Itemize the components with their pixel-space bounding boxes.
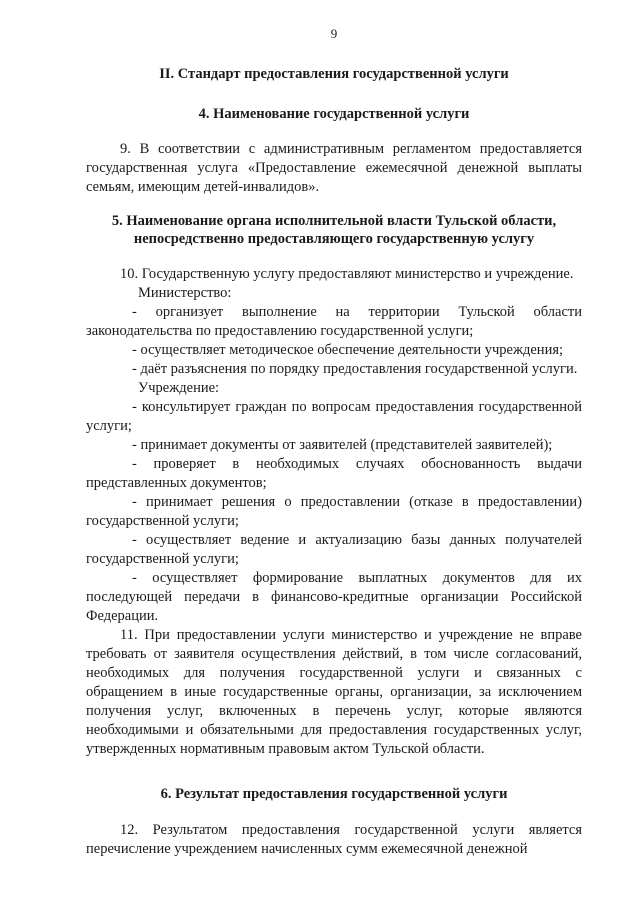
ministry-item-2: - осуществляет методическое обеспечение деятельности учреждения; bbox=[132, 342, 564, 358]
page-number: 9 bbox=[330, 26, 338, 41]
ministry-item-1: - организует выполнение на территории Тульской области законодательства по предоставлению государственной услуги; bbox=[86, 304, 582, 339]
ministry-label: Министерство: bbox=[138, 285, 232, 301]
section-heading-ii: II. Стандарт предоставления государственной услуги bbox=[159, 66, 509, 82]
section-heading-5-line-2: непосредственно предоставляющего государственную услугу bbox=[133, 231, 535, 247]
institution-item-6: - осуществляет формирование выплатных документов для их последующей передачи в финансово-кредитные организации Российской Федерации. bbox=[86, 570, 582, 624]
paragraph-9: 9. В соответствии с административным регламентом предоставляется государственная услуга «Предоставление ежемесячной денежной выплаты семьям, имеющим детей-инвалидов». bbox=[86, 141, 582, 195]
institution-item-5: - осуществляет ведение и актуализацию базы данных получателей государственной услуги; bbox=[86, 532, 582, 567]
section-heading-4: 4. Наименование государственной услуги bbox=[198, 106, 470, 122]
institution-item-1: - консультирует граждан по вопросам предоставления государственной услуги; bbox=[86, 399, 582, 434]
section-heading-5-line-1: 5. Наименование органа исполнительной власти Тульской области, bbox=[111, 213, 557, 229]
ministry-item-3: - даёт разъяснения по порядку предоставления государственной услуги. bbox=[132, 361, 578, 377]
institution-label: Учреждение: bbox=[138, 380, 220, 396]
institution-item-3: - проверяет в необходимых случаях обоснованность выдачи представленных документов; bbox=[86, 456, 582, 491]
paragraph-10: 10. Государственную услугу предоставляют министерство и учреждение. bbox=[120, 266, 574, 282]
section-heading-5 bbox=[86, 212, 582, 248]
paragraph-12: 12. Результатом предоставления государственной услуги является перечисление учреждением начисленных сумм ежемесячной денежной bbox=[86, 822, 582, 857]
section-heading-6: 6. Результат предоставления государственной услуги bbox=[160, 786, 508, 802]
institution-item-4: - принимает решения о предоставлении (отказе в предоставлении) государственной услуги; bbox=[86, 494, 582, 529]
institution-item-2: - принимает документы от заявителей (представителей заявителей); bbox=[132, 437, 553, 453]
paragraph-11: 11. При предоставлении услуги министерство и учреждение не вправе требовать от заявителя осуществления действий, в том числе согласований, необходимых для получения государственной услуги и связанных с обращением в иные государственные органы, организации, за исключением получения услуг, включенных в перечень услуг, которые являются необходимыми и обязательными для предоставления государственных услуг, утвержденных нормативным правовым актом Тульской области. bbox=[86, 627, 582, 757]
